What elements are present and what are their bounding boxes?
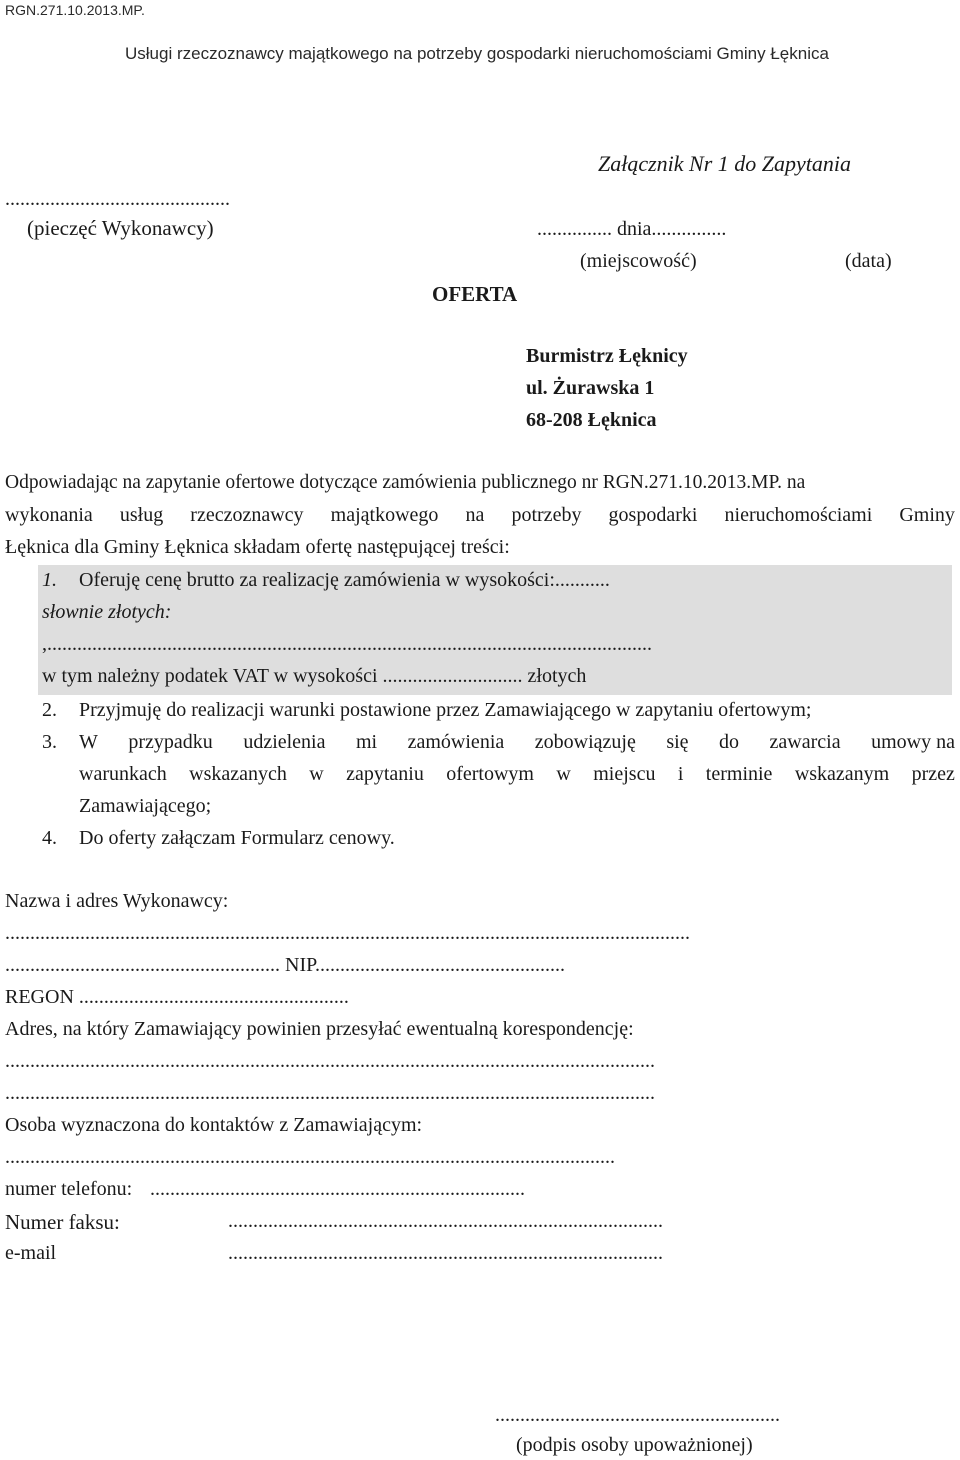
intro-word: potrzeby bbox=[511, 504, 582, 526]
date-label: (data) bbox=[845, 250, 892, 272]
address-dots-2[interactable]: .................................................................................................................................. bbox=[5, 1082, 655, 1104]
item-3-word: W bbox=[79, 731, 98, 753]
item-4-text: Do oferty załączam Formularz cenowy. bbox=[79, 827, 395, 849]
item-3-word: się bbox=[666, 731, 689, 753]
item-4-number: 4. bbox=[42, 827, 57, 849]
signature-label: (podpis osoby upoważnionej) bbox=[516, 1434, 753, 1456]
fax-label: Numer faksu: bbox=[5, 1210, 120, 1234]
intro-line-3: Łęknica dla Gminy Łęknica składam ofertę następującej treści: bbox=[5, 536, 510, 558]
stamp-dots: ............................................. bbox=[5, 188, 230, 210]
intro-word: na bbox=[465, 504, 485, 526]
signature-dots[interactable]: ......................................................... bbox=[495, 1404, 780, 1426]
document-reference: RGN.271.10.2013.MP. bbox=[5, 2, 145, 18]
intro-word: nieruchomościami bbox=[724, 504, 873, 526]
regon-label: REGON bbox=[5, 986, 74, 1008]
intro-word: Gminy bbox=[899, 504, 955, 526]
recipient-name: Burmistrz Łęknicy bbox=[526, 345, 688, 367]
item-3-number: 3. bbox=[42, 731, 57, 753]
date-place-line[interactable]: ............... dnia............... bbox=[537, 218, 727, 240]
price-words-label: słownie złotych: bbox=[42, 601, 172, 623]
document-subtitle: Usługi rzeczoznawcy majątkowego na potrzeby gospodarki nieruchomościami Gminy Łęknica bbox=[125, 44, 829, 63]
nip-dots-before: ....................................................... bbox=[5, 954, 280, 976]
item-3-word: wskazanych bbox=[189, 763, 287, 785]
attachment-note: Załącznik Nr 1 do Zapytania bbox=[598, 151, 852, 176]
recipient-city: 68-208 Łęknica bbox=[526, 409, 657, 431]
place-label: (miejscowość) bbox=[580, 250, 697, 272]
item-3-word: ofertowym bbox=[446, 763, 534, 785]
item-3-word: zawarcia bbox=[769, 731, 841, 753]
item-3-word: zapytaniu bbox=[346, 763, 424, 785]
stamp-label: (pieczęć Wykonawcy) bbox=[27, 216, 214, 240]
item-3-word: w bbox=[556, 763, 571, 785]
item-3-word: terminie bbox=[705, 763, 773, 785]
item-3-word: udzielenia bbox=[243, 731, 326, 753]
contractor-name-label: Nazwa i adres Wykonawcy: bbox=[5, 890, 229, 912]
intro-word: usług bbox=[119, 504, 164, 526]
item-2-number: 2. bbox=[42, 699, 57, 721]
item-3-word: miejscu bbox=[593, 763, 656, 785]
intro-word: rzeczoznawcy bbox=[190, 504, 304, 526]
item-3-line-3: Zamawiającego; bbox=[79, 795, 212, 817]
phone-label: numer telefonu: bbox=[5, 1178, 133, 1200]
item-3-word: mi bbox=[356, 731, 378, 753]
item-3-line-1 bbox=[79, 731, 955, 754]
item-3-word: zamówienia bbox=[407, 731, 505, 753]
item-3-word: i bbox=[677, 763, 684, 785]
intro-word: majątkowego bbox=[330, 504, 439, 526]
vat-line[interactable]: w tym należny podatek VAT w wysokości ............................ złotych bbox=[42, 665, 587, 687]
item-1-number: 1. bbox=[42, 569, 57, 591]
address-label: Adres, na który Zamawiający powinien przesyłać ewentualną korespondencję: bbox=[5, 1018, 634, 1040]
item-3-line-2 bbox=[79, 763, 955, 786]
contact-dots[interactable]: .......................................................................................................................... bbox=[5, 1146, 615, 1168]
contact-label: Osoba wyznaczona do kontaktów z Zamawiającym: bbox=[5, 1114, 423, 1136]
intro-word: wykonania bbox=[5, 504, 93, 526]
nip-line[interactable] bbox=[5, 954, 565, 977]
item-3-word: wskazanym bbox=[794, 763, 890, 785]
address-dots-1[interactable]: .................................................................................................................................. bbox=[5, 1050, 655, 1072]
contractor-name-dots[interactable]: ......................................................................................................................................... bbox=[5, 922, 690, 944]
item-3-word: przypadku bbox=[128, 731, 213, 753]
item-3-word: w bbox=[309, 763, 324, 785]
intro-word: gospodarki bbox=[608, 504, 698, 526]
regon-dots: ...................................................... bbox=[78, 986, 349, 1008]
item-3-word: zobowiązuję bbox=[534, 731, 636, 753]
item-3-word: do bbox=[719, 731, 740, 753]
intro-line-1: Odpowiadając na zapytanie ofertowe dotyczące zamówienia publicznego nr RGN.271.10.2013.MP. na bbox=[5, 472, 806, 493]
nip-label: NIP bbox=[285, 954, 316, 976]
intro-line-2 bbox=[5, 504, 955, 527]
item-3-word: przez bbox=[911, 763, 955, 785]
recipient-street: ul. Żurawska 1 bbox=[526, 377, 655, 399]
regon-line[interactable] bbox=[5, 986, 349, 1009]
price-line[interactable]: Oferuję cenę brutto za realizację zamówienia w wysokości:........... bbox=[79, 569, 610, 591]
nip-dots-after: .................................................. bbox=[315, 954, 566, 976]
phone-dots[interactable]: ........................................................................... bbox=[150, 1178, 525, 1200]
page-title: OFERTA bbox=[432, 282, 518, 306]
price-words-dots[interactable]: ........................................................................................................................., bbox=[42, 633, 652, 655]
fax-dots[interactable]: ....................................................................................... bbox=[228, 1210, 663, 1232]
item-3-word: umowy na bbox=[871, 731, 955, 753]
email-dots[interactable]: ....................................................................................... bbox=[228, 1242, 663, 1264]
item-2-text: Przyjmuję do realizacji warunki postawione przez Zamawiającego w zapytaniu ofertowym; bbox=[79, 699, 812, 721]
item-3-word: warunkach bbox=[79, 763, 167, 785]
email-label: e-mail bbox=[5, 1242, 57, 1264]
